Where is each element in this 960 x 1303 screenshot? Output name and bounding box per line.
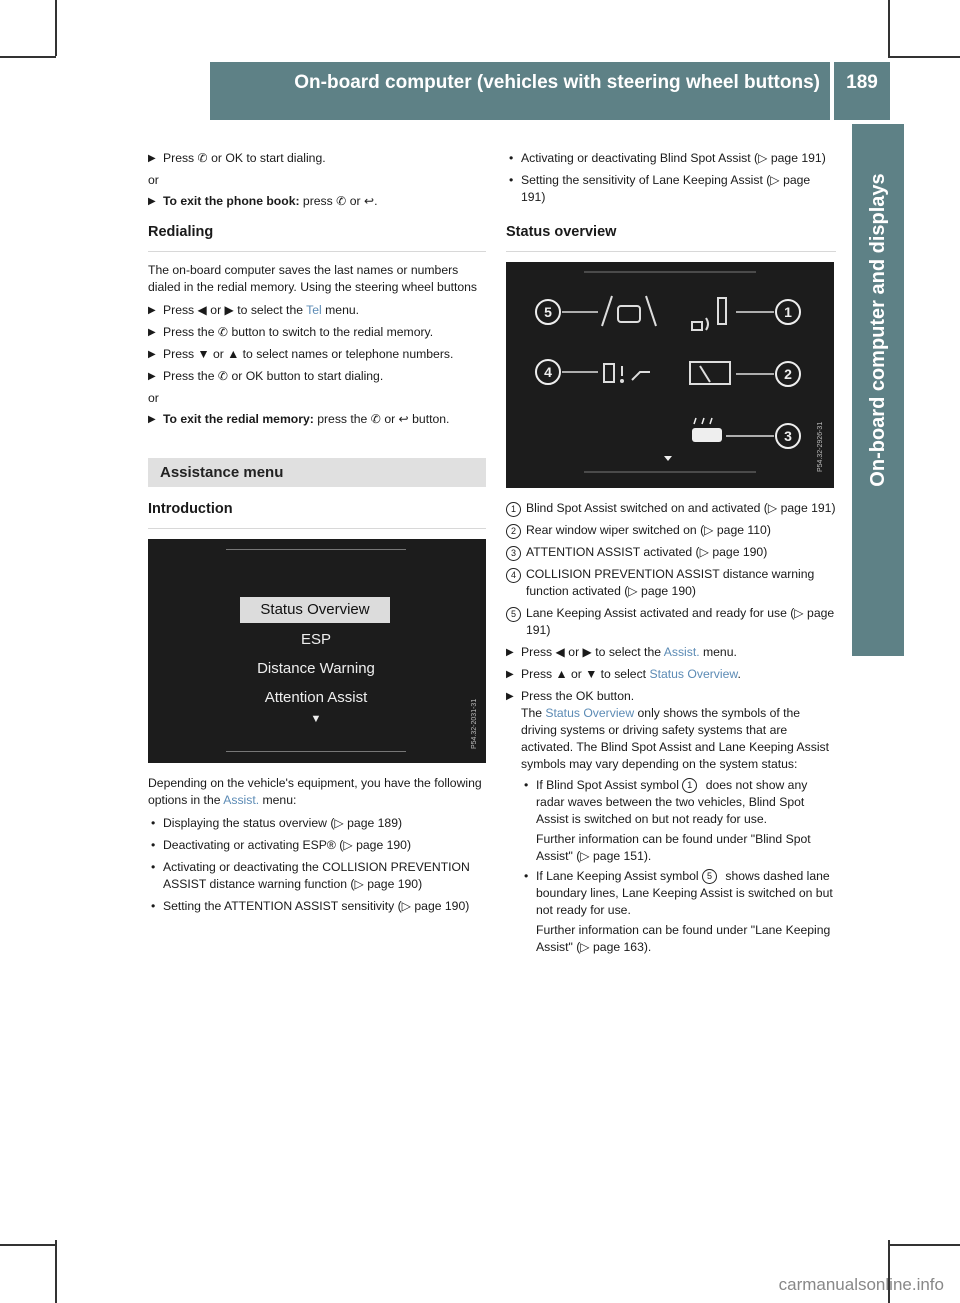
instruction-step: ▶ Press the ✆ button to switch to the redial memory. [148,324,486,341]
crop-mark [888,0,890,56]
further-info: Further information can be found under "Lane Keeping Assist" (▷ page 163). [536,923,831,954]
instruction-step: ▶ Press the ✆ or OK button to start dialing. [148,368,486,385]
status-legend [506,500,836,639]
instruction-step: ▶ Press ✆ or OK to start dialing. [148,150,486,167]
step-text: press ✆ or ↩. [299,194,378,208]
callout-number: 5 [506,607,521,622]
options-intro [148,775,486,809]
or-separator: or [148,173,159,187]
crop-mark [0,1244,56,1246]
instruction-step: ▶ Press ▼ or ▲ to select names or telephone numbers. [148,346,486,363]
attention-assist-icon [692,418,722,442]
introduction-heading: Introduction [148,501,486,529]
legend-item [506,544,836,561]
callout-number: 1 [506,502,521,517]
page-number-box [834,62,890,120]
menu-keyword: Assist. [223,793,260,807]
crop-mark [888,56,960,58]
menu-item: Attention Assist [264,689,368,706]
body-text: shows dashed lane boundary lines, Lane Keeping Assist is switched on but not ready for use. [536,869,833,917]
body-text: only shows the symbols of the driving systems or driving safety systems that are activated. The Blind Spot Assist and Lane Keeping Assist symbols may vary depending on the system status: [521,706,830,771]
rear-wiper-icon [690,362,730,384]
list-item: • Activating or deactivating the COLLISION PREVENTION ASSIST distance warning function (▷ page 190) [148,859,486,893]
status-sublist [506,777,836,956]
display-line [226,751,406,752]
page-title: On-board computer (vehicles with steering wheel buttons) [294,72,820,93]
list-item: • Displaying the status overview (▷ page 189) [148,815,486,832]
list-item: • Activating or deactivating Blind Spot Assist (▷ page 191) [506,150,836,167]
callout-number: 1 [682,778,697,793]
body-text: The [521,706,546,720]
sub-list-item [521,868,836,919]
body-text: If Blind Spot Assist symbol [536,778,683,792]
crop-mark [55,1240,57,1303]
menu-keyword: Tel [306,303,322,317]
list-item: • Setting the sensitivity of Lane Keeping Assist (▷ page 191) [506,172,836,206]
callout-number: 4 [506,568,521,583]
collision-prevention-icon [604,364,650,382]
instruction-step: ▶ Press the OK button. [506,688,836,705]
page-number: 189 [846,72,878,93]
menu-item: Distance Warning [257,660,375,677]
menu-keyword: Status Overview [649,667,738,681]
step-text: Press ◀ or ▶ to select the [163,303,307,317]
left-column [148,150,486,920]
step-text: menu. [699,645,737,659]
status-description [506,705,836,773]
legend-text: Lane Keeping Assist activated and ready for use (▷ page 191) [526,606,835,637]
page-header [210,62,830,120]
body-text: does not show any radar waves between the two vehicles, Blind Spot Assist is switched on but not ready for use. [536,778,808,826]
step-text: . [737,667,741,681]
figure-code: P54.32-2926-31 [817,421,824,472]
sub-list-item [521,777,836,828]
display-line [226,549,406,550]
callout-1-label: 1 [784,304,792,320]
crop-mark [888,1244,960,1246]
redialing-heading: Redialing [148,224,486,252]
body-text: If Lane Keeping Assist symbol [536,869,702,883]
menu-keyword: Status Overview [545,706,635,720]
site-watermark: carmanualsonline.info [778,1275,944,1294]
chapter-tab-block [852,544,904,656]
instruction-step [148,193,486,210]
or-separator: or [148,391,159,405]
callout-3-label: 3 [784,428,792,444]
legend-text: ATTENTION ASSIST activated (▷ page 190) [526,545,768,559]
callout-number: 3 [506,546,521,561]
legend-item [506,566,836,600]
status-overview-diagram [506,262,834,488]
crop-mark [55,0,57,56]
menu-item-selected: Status Overview [240,597,390,623]
blind-spot-assist-icon [692,298,726,330]
assistance-menu-heading: Assistance menu [148,458,486,487]
lane-keeping-assist-icon [602,296,656,326]
legend-item [506,522,836,539]
figure-code: P54.32-2031-31 [471,698,478,749]
legend-text: Rear window wiper switched on (▷ page 110) [526,523,771,537]
step-text: press the ✆ or ↩ button. [313,412,450,426]
assist-menu-figure [148,539,486,763]
instruction-step [148,411,486,428]
step-text: Press ▲ or ▼ to select [521,667,650,681]
list-item: • Deactivating or activating ESP® (▷ page 190) [148,837,486,854]
redial-intro: The on-board computer saves the last names or numbers dialed in the redial memory. Using the steering wheel buttons [148,263,478,294]
status-overview-figure [506,262,834,488]
legend-text: COLLISION PREVENTION ASSIST distance warning function activated (▷ page 190) [526,567,815,598]
callout-4-label: 4 [544,364,552,380]
body-text: menu: [259,793,297,807]
instruction-step [506,644,836,661]
status-overview-heading: Status overview [506,224,836,252]
chapter-tab-label: On-board computer and displays [867,173,889,487]
step-text: menu. [321,303,360,317]
callout-number: 2 [506,524,521,539]
step-text: Press ◀ or ▶ to select the [521,645,664,659]
callout-number: 5 [702,869,717,884]
instruction-step [148,302,486,319]
instruction-step [506,666,836,683]
legend-item [506,605,836,639]
legend-item [506,500,836,517]
step-bold: To exit the phone book: [163,194,300,208]
callout-2-label: 2 [784,366,792,382]
scroll-down-icon: ▼ [310,713,322,725]
legend-text: Blind Spot Assist switched on and activated (▷ page 191) [526,501,836,515]
step-bold: To exit the redial memory: [163,412,314,426]
scroll-down-icon [664,456,672,461]
menu-keyword: Assist. [663,645,700,659]
right-column [506,150,836,959]
list-item: • Setting the ATTENTION ASSIST sensitivity (▷ page 190) [148,898,486,915]
further-info: Further information can be found under "Blind Spot Assist" (▷ page 151). [536,832,811,863]
callout-5-label: 5 [544,304,552,320]
crop-mark [0,56,56,58]
body-text: Depending on the vehicle's equipment, you have the following options in the [148,776,482,807]
menu-item: ESP [300,631,331,648]
